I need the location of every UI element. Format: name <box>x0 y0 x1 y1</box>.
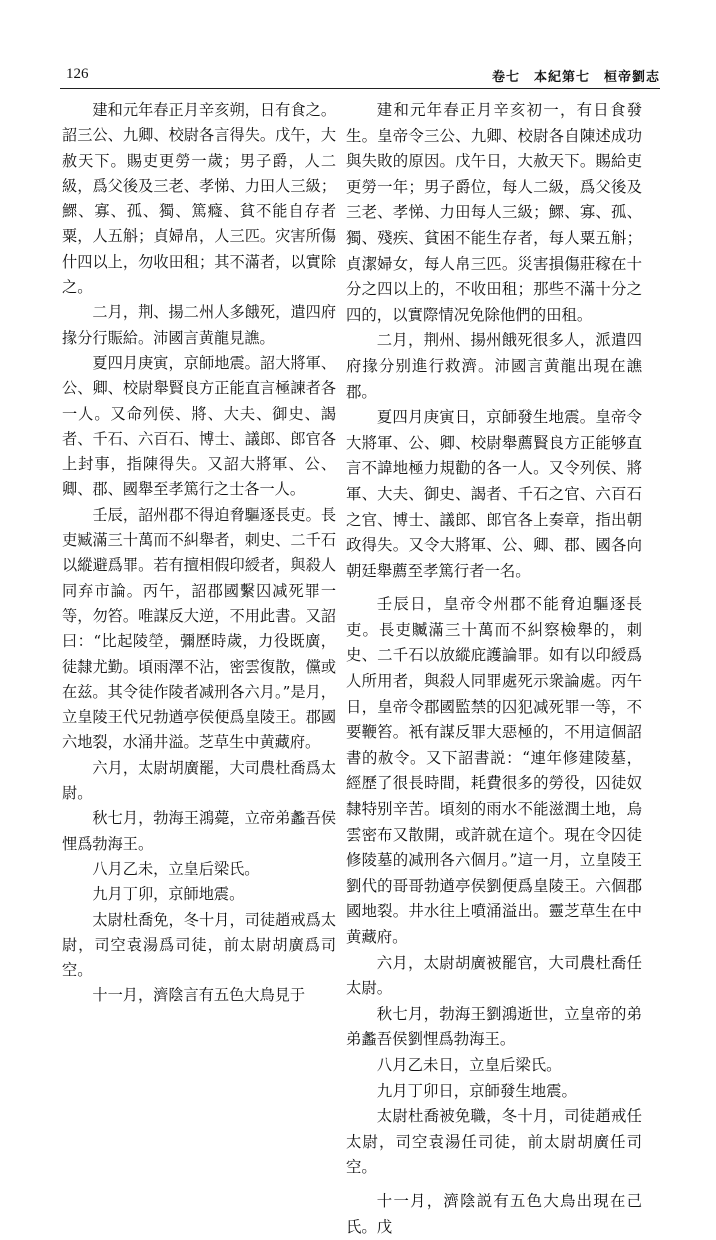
header-rule <box>60 88 660 89</box>
classical-paragraph: 六月，太尉胡廣罷，大司農杜喬爲太尉。 <box>62 758 336 803</box>
translation-paragraph: 秋七月，勃海王劉鴻逝世，立皇帝的弟弟蠡吾侯劉悝爲勃海王。 <box>346 1004 642 1049</box>
translation-paragraph: 壬辰日，皇帝令州郡不能脅迫驅逐長吏。長吏贓滿三十萬而不糾察檢舉的，刺史、二千石以放縱庇護論罪。如有以印綬爲人所用者，與殺人同罪處死示衆論處。丙午日，皇帝令郡國監禁的囚犯减死罪一等，不要鞭笞。衹有謀反罪大惡極的，不用這個詔書的赦令。又下詔書説：“連年修建陵墓，經歷了很長時間，耗費很多的勞役，囚徒奴隸特别辛苦。頃刻的雨水不能滋潤土地，烏雲密布又散開，或許就在這个。現在令囚徒修陵墓的减刑各六個月。”這一月，立皇陵王劉代的哥哥勃遒亭侯劉便爲皇陵王。六個郡國地裂。井水往上噴涌溢出。靈芝草生在中黄藏府。 <box>346 595 642 946</box>
translation-paragraph: 六月，太尉胡廣被罷官，大司農杜喬任太尉。 <box>346 953 642 998</box>
classical-paragraph: 九月丁卯，京師地震。 <box>92 885 245 904</box>
page-header <box>60 60 660 84</box>
translation-paragraph: 太尉杜喬被免職，冬十月，司徒趙戒任太尉，司空袁湯任司徒，前太尉胡廣任司空。 <box>346 1107 642 1177</box>
translation-paragraph: 九月丁卯日，京師發生地震。 <box>376 1081 577 1100</box>
translation-text-column <box>346 98 642 1240</box>
running-head: 卷七 本紀第七 桓帝劉志 <box>491 70 660 85</box>
translation-paragraph: 建和元年春正月辛亥初一，有日食發生。皇帝令三公、九卿、校尉各自陳述成功與失敗的原因。戊午日，大赦天下。賜給吏更勞一年；男子爵位，每人二級，爲父後及三老、孝悌、力田每人三級；鰥、寡、孤、獨、殘疾、貧困不能生存者，每人粟五斛；貞潔婦女，每人帛三匹。災害損傷莊稼在十分之四以上的，不收田租；那些不滿十分之四的，以實際情况免除他們的田租。 <box>346 101 642 324</box>
classical-paragraph: 夏四月庚寅，京師地震。詔大將軍、公、卿、校尉舉賢良方正能直言極諫者各一人。又命列侯、將、大夫、御史、謁者、千石、六百石、博士、議郎、郎官各上封事，指陳得失。又詔大將軍、公、卿、郡、國舉至孝篤行之士各一人。 <box>62 353 336 499</box>
classical-paragraph: 壬辰，詔州郡不得迫脅驅逐長吏。長吏臧滿三十萬而不糾舉者，刺史、二千石以縱避爲罪。若有擅相假印綬者，與殺人同弃市論。丙午，詔郡國繫囚减死罪一等，勿笞。唯謀反大逆，不用此書。又詔曰：“比起陵塋，彌歷時歲，力役既廣，徒隸尤勤。頃雨澤不沾，密雲復散，儻或在兹。其令徒作陵者减刑各六月。”是月，立皇陵王代兄勃遒亭侯便爲皇陵王。郡國六地裂，水涌井溢。芝草生中黄藏府。 <box>62 505 336 752</box>
classical-paragraph: 秋七月，勃海王鴻薨，立帝弟蠡吾侯悝爲勃海王。 <box>62 809 336 853</box>
classical-paragraph: 二月，荆、揚二州人多餓死，遣四府掾分行賑給。沛國言黄龍見譙。 <box>62 303 336 347</box>
classical-paragraph: 八月乙未，立皇后梁氏。 <box>92 859 260 878</box>
classical-paragraph: 太尉杜喬免，冬十月，司徒趙戒爲太尉，司空袁湯爲司徒，前太尉胡廣爲司空。 <box>62 910 336 980</box>
classical-paragraph: 十一月，濟陰言有五色大鳥見于 <box>92 986 306 1005</box>
classical-paragraph: 建和元年春正月辛亥朔，日有食之。詔三公、九卿、校尉各言得失。戊午，大赦天下。賜吏更勞一歲；男子爵，人二級，爲父後及三老、孝悌、力田人三級；鰥、寡、孤、獨、篤癃、貧不能自存者粟，人五斛；貞婦帛，人三匹。灾害所傷什四以上，勿收田租；其不滿者，以實除之。 <box>62 101 336 297</box>
translation-paragraph: 八月乙未日，立皇后梁氏。 <box>376 1055 562 1074</box>
translation-paragraph: 十一月，濟陰説有五色大鳥出現在己氏。戊 <box>346 1191 642 1236</box>
classical-text-column <box>62 98 336 1009</box>
page-number: 126 <box>66 66 89 82</box>
translation-paragraph: 夏四月庚寅日，京師發生地震。皇帝令大將軍、公、卿、校尉舉薦賢良方正能够直言不諱地極力規勸的各一人。又令列侯、將軍、大夫、御史、謁者、千石之官、六百石之官、博士、議郎、郎官各上奏章，指出朝政得失。又令大將軍、公、卿、郡、國各向朝廷舉薦至孝篤行者一名。 <box>346 408 642 580</box>
translation-paragraph: 二月，荆州、揚州餓死很多人，派遣四府掾分别進行救濟。沛國言黄龍出現在譙郡。 <box>346 331 642 401</box>
